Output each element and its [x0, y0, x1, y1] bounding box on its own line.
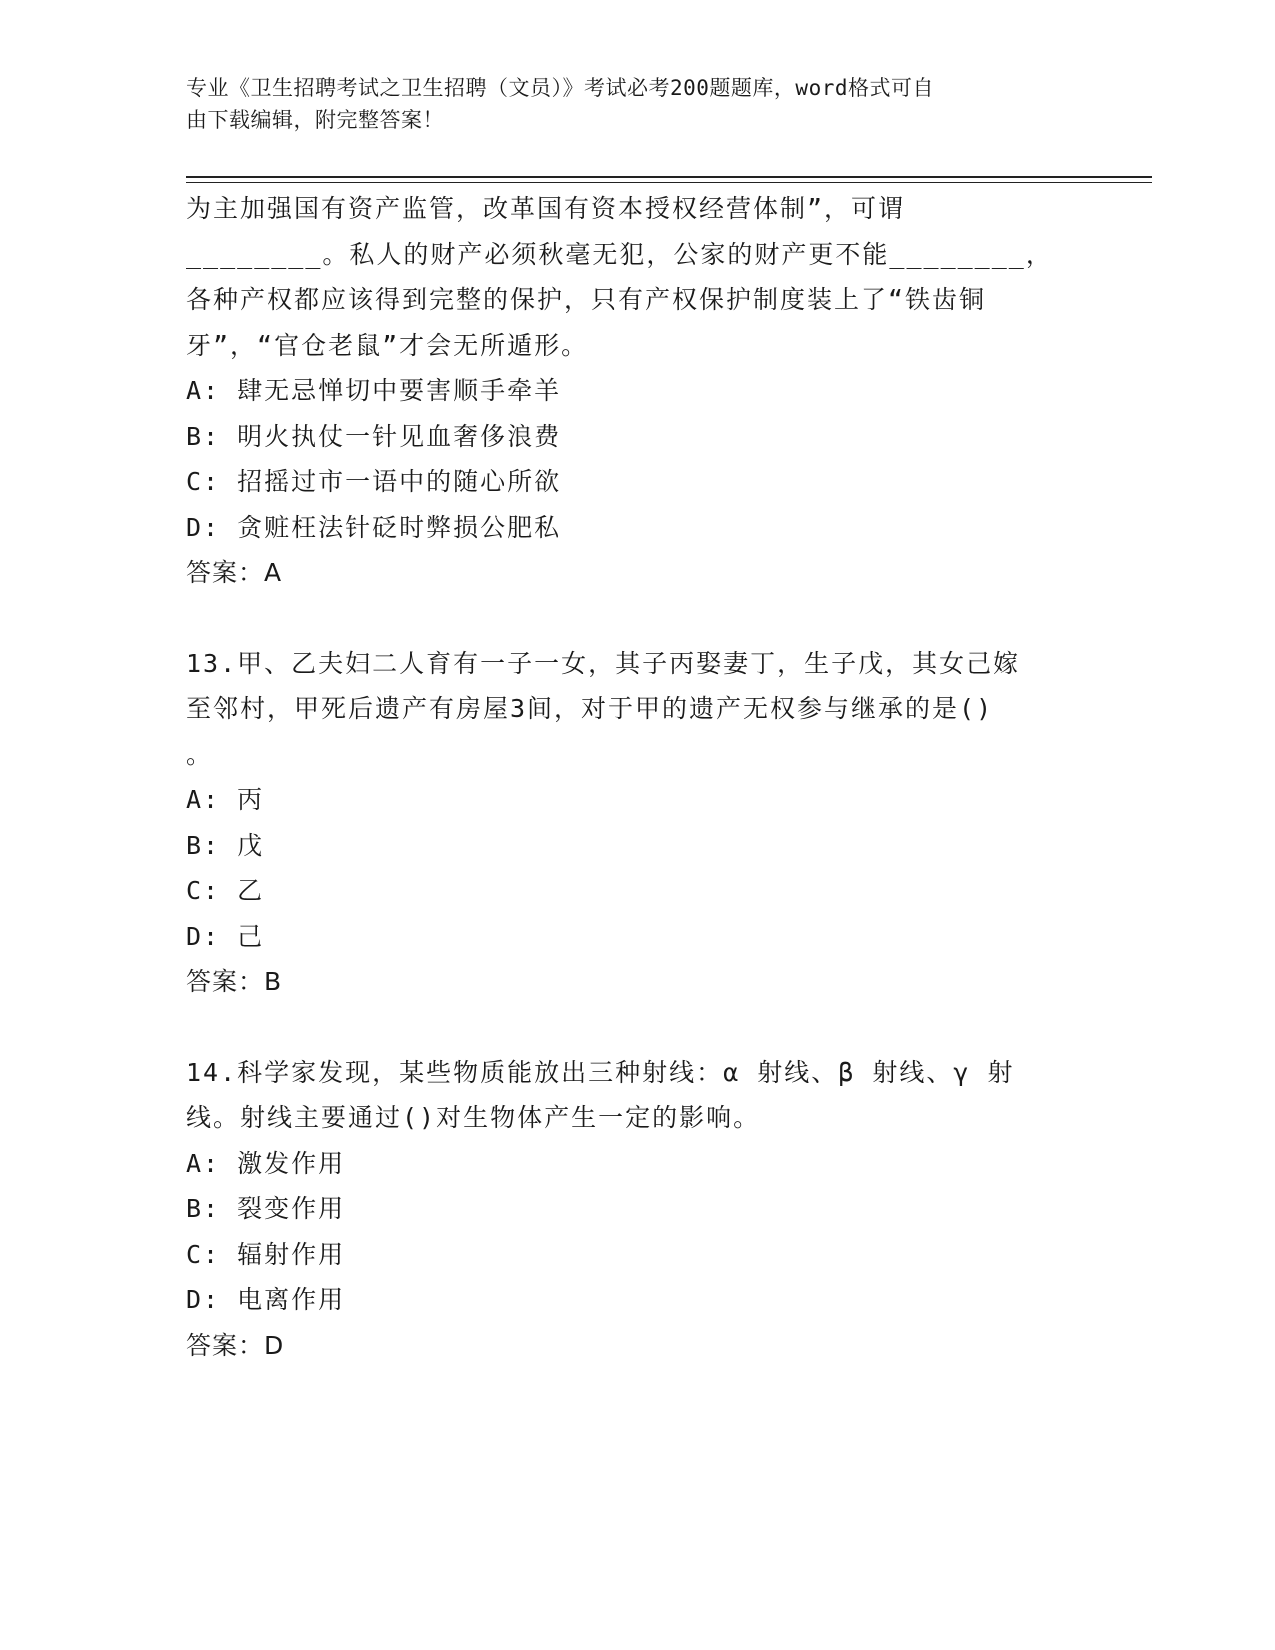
document-header — [186, 72, 1066, 136]
option-c: C: 辐射作用 — [186, 1239, 346, 1269]
question-text-line: 14.科学家发现，某些物质能放出三种射线：α 射线、β 射线、γ 射 — [186, 1057, 1015, 1087]
header-divider-thick — [186, 176, 1152, 178]
question-12 — [186, 186, 1066, 596]
option-d: D: 电离作用 — [186, 1285, 346, 1314]
question-14 — [186, 1050, 1066, 1369]
option-a: A: 激发作用 — [186, 1148, 346, 1178]
question-text-line: 为主加强国有资产监管，改革国有资本授权经营体制”，可谓 — [186, 194, 906, 223]
question-text-line: 线。射线主要通过()对生物体产生一定的影响。 — [186, 1103, 761, 1132]
question-text-line: 牙”，“官仓老鼠”才会无所遁形。 — [186, 330, 589, 360]
answer-label: 答案：A — [186, 558, 283, 587]
question-text-line: 。 — [186, 739, 214, 769]
option-a: A: 肆无忌惮切中要害顺手牵羊 — [186, 376, 562, 405]
answer-label: 答案：D — [186, 1330, 285, 1360]
header-title-line-2: 由下载编辑，附完整答案！ — [186, 108, 444, 132]
option-a: A: 丙 — [186, 785, 265, 814]
option-c: C: 乙 — [186, 876, 265, 905]
spacer — [186, 596, 1066, 641]
answer-label: 答案：B — [186, 967, 283, 996]
document-body — [186, 186, 1066, 1368]
question-text-line: 至邻村，甲死后遗产有房屋3间，对于甲的遗产无权参与继承的是() — [186, 694, 994, 723]
option-b: B: 裂变作用 — [186, 1194, 346, 1223]
option-b: B: 明火执仗一针见血奢侈浪费 — [186, 421, 562, 451]
header-title-line-1: 专业《卫生招聘考试之卫生招聘（文员）》考试必考200题题库，word格式可自 — [186, 76, 934, 100]
question-13 — [186, 641, 1066, 1005]
question-text-line: ________。私人的财产必须秋毫无犯，公家的财产更不能________， — [186, 239, 1053, 269]
spacer — [186, 1005, 1066, 1050]
question-text-line: 各种产权都应该得到完整的保护，只有产权保护制度装上了“铁齿铜 — [186, 285, 987, 314]
option-d: D: 贪赃枉法针砭时弊损公肥私 — [186, 512, 562, 542]
option-c: C: 招摇过市一语中的随心所欲 — [186, 467, 562, 496]
option-b: B: 戊 — [186, 830, 265, 860]
question-text-line: 13.甲、乙夫妇二人育有一子一女，其子丙娶妻丁，生子戊，其女己嫁 — [186, 648, 1021, 678]
option-d: D: 己 — [186, 921, 265, 951]
header-divider-thin — [186, 182, 1152, 183]
